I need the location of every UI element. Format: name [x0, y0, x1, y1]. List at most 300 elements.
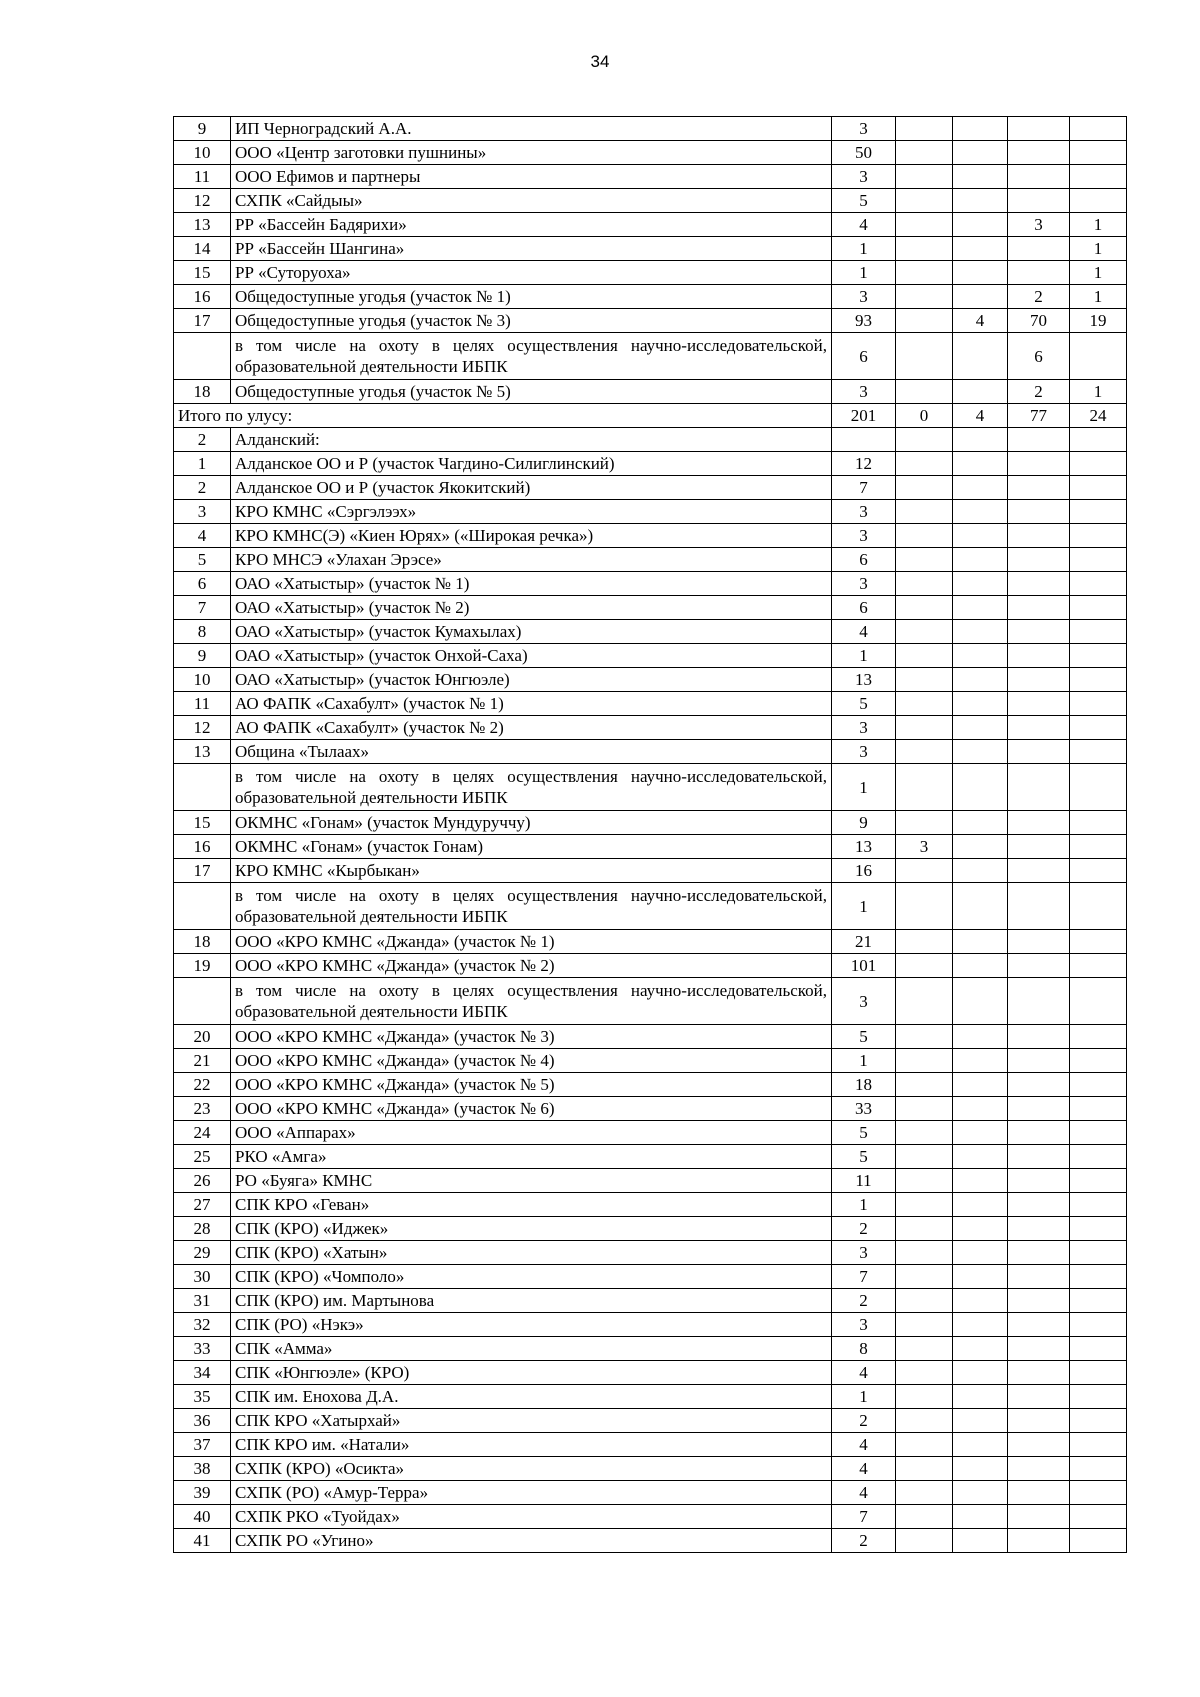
- value-cell-4: [1008, 740, 1070, 764]
- value-cell-1: 2: [832, 1217, 896, 1241]
- value-cell-4: [1008, 835, 1070, 859]
- value-cell-5: 1: [1070, 213, 1127, 237]
- value-cell-5: 1: [1070, 285, 1127, 309]
- value-cell-3: [953, 978, 1008, 1025]
- row-name: ООО «Центр заготовки пушнины»: [231, 141, 832, 165]
- value-cell-1: 93: [832, 309, 896, 333]
- value-cell-4: 77: [1008, 404, 1070, 428]
- value-cell-1: 3: [832, 1313, 896, 1337]
- value-cell-1: 1: [832, 237, 896, 261]
- value-cell-5: [1070, 620, 1127, 644]
- value-cell-4: [1008, 620, 1070, 644]
- row-number: 11: [174, 165, 231, 189]
- row-name: ИП Черноградский А.А.: [231, 117, 832, 141]
- total-row: [174, 404, 1127, 428]
- value-cell-5: [1070, 452, 1127, 476]
- value-cell-1: 16: [832, 859, 896, 883]
- value-cell-3: [953, 1529, 1008, 1553]
- value-cell-1: 3: [832, 1241, 896, 1265]
- value-cell-1: 33: [832, 1097, 896, 1121]
- value-cell-1: 1: [832, 644, 896, 668]
- value-cell-4: [1008, 548, 1070, 572]
- value-cell-3: [953, 835, 1008, 859]
- row-name: КРО МНСЭ «Улахан Эрэсе»: [231, 548, 832, 572]
- row-name: ОАО «Хатыстыр» (участок Кумахылах): [231, 620, 832, 644]
- value-cell-3: [953, 1289, 1008, 1313]
- value-cell-5: [1070, 548, 1127, 572]
- value-cell-3: [953, 117, 1008, 141]
- row-number: 2: [174, 476, 231, 500]
- value-cell-2: [896, 213, 953, 237]
- value-cell-1: 201: [832, 404, 896, 428]
- subnote-row: [174, 764, 1127, 811]
- value-cell-5: [1070, 1049, 1127, 1073]
- row-number: 24: [174, 1121, 231, 1145]
- row-number: 29: [174, 1241, 231, 1265]
- value-cell-5: [1070, 524, 1127, 548]
- table-row: [174, 1193, 1127, 1217]
- value-cell-5: [1070, 1481, 1127, 1505]
- value-cell-5: [1070, 811, 1127, 835]
- row-number: 39: [174, 1481, 231, 1505]
- value-cell-1: 1: [832, 1385, 896, 1409]
- value-cell-2: [896, 644, 953, 668]
- table-row: [174, 1145, 1127, 1169]
- value-cell-2: [896, 141, 953, 165]
- value-cell-3: [953, 524, 1008, 548]
- table-row: [174, 1025, 1127, 1049]
- value-cell-4: [1008, 954, 1070, 978]
- value-cell-2: [896, 1529, 953, 1553]
- value-cell-4: 70: [1008, 309, 1070, 333]
- value-cell-1: 6: [832, 548, 896, 572]
- value-cell-1: 4: [832, 1361, 896, 1385]
- table-row: [174, 716, 1127, 740]
- row-number: 35: [174, 1385, 231, 1409]
- value-cell-2: [896, 1121, 953, 1145]
- value-cell-4: [1008, 452, 1070, 476]
- value-cell-3: [953, 1049, 1008, 1073]
- value-cell-2: [896, 333, 953, 380]
- row-number: 7: [174, 596, 231, 620]
- value-cell-4: [1008, 1481, 1070, 1505]
- value-cell-2: [896, 1433, 953, 1457]
- value-cell-4: [1008, 1433, 1070, 1457]
- value-cell-5: [1070, 859, 1127, 883]
- value-cell-4: [1008, 1265, 1070, 1289]
- value-cell-4: [1008, 476, 1070, 500]
- value-cell-1: 6: [832, 333, 896, 380]
- subnote-row: [174, 333, 1127, 380]
- row-name: ОАО «Хатыстыр» (участок № 2): [231, 596, 832, 620]
- value-cell-2: [896, 1145, 953, 1169]
- row-number: 11: [174, 692, 231, 716]
- value-cell-2: [896, 1289, 953, 1313]
- row-name: Алданское ОО и Р (участок Чагдино-Силиглинский): [231, 452, 832, 476]
- row-name: ОАО «Хатыстыр» (участок № 1): [231, 572, 832, 596]
- table-body: [174, 117, 1127, 1553]
- value-cell-4: [1008, 716, 1070, 740]
- table-row: [174, 954, 1127, 978]
- value-cell-1: 13: [832, 668, 896, 692]
- row-name: АО ФАПК «Сахабулт» (участок № 2): [231, 716, 832, 740]
- value-cell-1: 1: [832, 1049, 896, 1073]
- value-cell-4: [1008, 1385, 1070, 1409]
- row-number: 13: [174, 213, 231, 237]
- value-cell-1: 3: [832, 285, 896, 309]
- value-cell-2: [896, 954, 953, 978]
- value-cell-4: [1008, 1529, 1070, 1553]
- row-name: РР «Суторуоха»: [231, 261, 832, 285]
- value-cell-2: [896, 189, 953, 213]
- table-row: [174, 1049, 1127, 1073]
- row-number: 34: [174, 1361, 231, 1385]
- table-row: [174, 548, 1127, 572]
- row-name: Общедоступные угодья (участок № 3): [231, 309, 832, 333]
- value-cell-5: [1070, 1433, 1127, 1457]
- value-cell-3: [953, 476, 1008, 500]
- value-cell-3: [953, 1241, 1008, 1265]
- row-number: 16: [174, 835, 231, 859]
- value-cell-4: [1008, 596, 1070, 620]
- row-number: 15: [174, 811, 231, 835]
- row-name: РР «Бассейн Бадярихи»: [231, 213, 832, 237]
- value-cell-2: [896, 1193, 953, 1217]
- value-cell-4: [1008, 764, 1070, 811]
- value-cell-1: 3: [832, 380, 896, 404]
- row-name: СХПК «Сайдыы»: [231, 189, 832, 213]
- row-number: 33: [174, 1337, 231, 1361]
- row-name: СПК «Амма»: [231, 1337, 832, 1361]
- value-cell-2: [896, 811, 953, 835]
- value-cell-2: [896, 1361, 953, 1385]
- row-number: 12: [174, 189, 231, 213]
- row-number: 6: [174, 572, 231, 596]
- value-cell-4: [1008, 1313, 1070, 1337]
- table-row: [174, 1289, 1127, 1313]
- value-cell-1: 4: [832, 1433, 896, 1457]
- value-cell-2: [896, 668, 953, 692]
- value-cell-5: [1070, 1313, 1127, 1337]
- value-cell-4: [1008, 1025, 1070, 1049]
- row-name: Общедоступные угодья (участок № 5): [231, 380, 832, 404]
- table-row: [174, 1433, 1127, 1457]
- value-cell-5: [1070, 596, 1127, 620]
- table-row: [174, 692, 1127, 716]
- value-cell-2: [896, 883, 953, 930]
- value-cell-3: [953, 930, 1008, 954]
- value-cell-3: [953, 213, 1008, 237]
- value-cell-2: [896, 1337, 953, 1361]
- row-number: 40: [174, 1505, 231, 1529]
- row-number: 4: [174, 524, 231, 548]
- value-cell-2: [896, 1025, 953, 1049]
- row-number: 10: [174, 141, 231, 165]
- row-name: в том числе на охоту в целях осуществления научно-исследовательской, образовательной деятельности ИБПК: [231, 333, 832, 380]
- value-cell-4: [1008, 1337, 1070, 1361]
- value-cell-3: [953, 1337, 1008, 1361]
- value-cell-2: [896, 620, 953, 644]
- value-cell-1: 12: [832, 452, 896, 476]
- row-number: 3: [174, 500, 231, 524]
- value-cell-2: [896, 1409, 953, 1433]
- value-cell-2: [896, 285, 953, 309]
- row-number: 38: [174, 1457, 231, 1481]
- value-cell-3: [953, 261, 1008, 285]
- value-cell-3: [953, 428, 1008, 452]
- value-cell-5: [1070, 978, 1127, 1025]
- value-cell-5: [1070, 764, 1127, 811]
- row-number: 27: [174, 1193, 231, 1217]
- row-number: 18: [174, 380, 231, 404]
- table-row: [174, 1385, 1127, 1409]
- value-cell-5: [1070, 1265, 1127, 1289]
- value-cell-4: 2: [1008, 380, 1070, 404]
- value-cell-2: [896, 1385, 953, 1409]
- value-cell-3: [953, 1433, 1008, 1457]
- row-name: ОКМНС «Гонам» (участок Мундуруччу): [231, 811, 832, 835]
- table-row: [174, 380, 1127, 404]
- value-cell-5: [1070, 1457, 1127, 1481]
- value-cell-4: [1008, 1289, 1070, 1313]
- value-cell-3: [953, 692, 1008, 716]
- value-cell-4: [1008, 524, 1070, 548]
- value-cell-3: [953, 1265, 1008, 1289]
- table-row: [174, 1409, 1127, 1433]
- table-row: [174, 859, 1127, 883]
- row-number: 19: [174, 954, 231, 978]
- value-cell-1: 13: [832, 835, 896, 859]
- value-cell-5: [1070, 1097, 1127, 1121]
- value-cell-2: 0: [896, 404, 953, 428]
- row-number: 28: [174, 1217, 231, 1241]
- row-number: 32: [174, 1313, 231, 1337]
- table-row: [174, 620, 1127, 644]
- value-cell-2: [896, 764, 953, 811]
- value-cell-2: [896, 740, 953, 764]
- value-cell-1: 1: [832, 764, 896, 811]
- value-cell-4: [1008, 1169, 1070, 1193]
- row-number: 30: [174, 1265, 231, 1289]
- value-cell-5: [1070, 165, 1127, 189]
- value-cell-5: [1070, 692, 1127, 716]
- table-row: [174, 285, 1127, 309]
- value-cell-1: 7: [832, 1505, 896, 1529]
- value-cell-5: [1070, 954, 1127, 978]
- row-name: СПК (КРО) «Чомполо»: [231, 1265, 832, 1289]
- value-cell-4: [1008, 141, 1070, 165]
- table-row: [174, 117, 1127, 141]
- value-cell-1: 3: [832, 740, 896, 764]
- value-cell-2: 3: [896, 835, 953, 859]
- value-cell-4: [1008, 1505, 1070, 1529]
- row-name: КРО КМНС(Э) «Киен Юрях» («Широкая речка»): [231, 524, 832, 548]
- value-cell-3: [953, 380, 1008, 404]
- value-cell-1: 1: [832, 883, 896, 930]
- row-name: КРО КМНС «Сэргэлээх»: [231, 500, 832, 524]
- value-cell-3: [953, 954, 1008, 978]
- row-name: Алданское ОО и Р (участок Якокитский): [231, 476, 832, 500]
- table-row: [174, 1457, 1127, 1481]
- value-cell-2: [896, 524, 953, 548]
- table-row: [174, 668, 1127, 692]
- value-cell-4: [1008, 1241, 1070, 1265]
- row-number: 1: [174, 452, 231, 476]
- value-cell-2: [896, 1265, 953, 1289]
- value-cell-2: [896, 572, 953, 596]
- row-number: 12: [174, 716, 231, 740]
- value-cell-5: 24: [1070, 404, 1127, 428]
- value-cell-1: 4: [832, 213, 896, 237]
- value-cell-4: [1008, 1361, 1070, 1385]
- row-name: Общедоступные угодья (участок № 1): [231, 285, 832, 309]
- row-number: 5: [174, 548, 231, 572]
- value-cell-5: [1070, 1121, 1127, 1145]
- row-name: ООО «Аппарах»: [231, 1121, 832, 1145]
- value-cell-4: [1008, 1409, 1070, 1433]
- value-cell-2: [896, 548, 953, 572]
- row-name: ООО «КРО КМНС «Джанда» (участок № 6): [231, 1097, 832, 1121]
- row-name: СПК КРО им. «Натали»: [231, 1433, 832, 1457]
- row-number: 10: [174, 668, 231, 692]
- table-row: [174, 1529, 1127, 1553]
- value-cell-5: [1070, 716, 1127, 740]
- value-cell-1: 11: [832, 1169, 896, 1193]
- value-cell-3: [953, 237, 1008, 261]
- value-cell-5: [1070, 1409, 1127, 1433]
- table-row: [174, 1097, 1127, 1121]
- row-name: ООО «КРО КМНС «Джанда» (участок № 5): [231, 1073, 832, 1097]
- value-cell-5: [1070, 644, 1127, 668]
- value-cell-1: 9: [832, 811, 896, 835]
- value-cell-3: [953, 1169, 1008, 1193]
- row-number: [174, 883, 231, 930]
- value-cell-3: [953, 141, 1008, 165]
- value-cell-1: 5: [832, 1145, 896, 1169]
- value-cell-3: [953, 1145, 1008, 1169]
- value-cell-1: 6: [832, 596, 896, 620]
- value-cell-4: 3: [1008, 213, 1070, 237]
- table-row: [174, 261, 1127, 285]
- table-row: [174, 1121, 1127, 1145]
- table-row: [174, 811, 1127, 835]
- value-cell-3: [953, 452, 1008, 476]
- table-row: [174, 237, 1127, 261]
- table-row: [174, 500, 1127, 524]
- value-cell-1: 18: [832, 1073, 896, 1097]
- value-cell-1: 3: [832, 500, 896, 524]
- value-cell-3: [953, 165, 1008, 189]
- table-row: [174, 189, 1127, 213]
- row-number: 31: [174, 1289, 231, 1313]
- value-cell-5: [1070, 1073, 1127, 1097]
- value-cell-5: 1: [1070, 261, 1127, 285]
- value-cell-2: [896, 165, 953, 189]
- row-name: РР «Бассейн Шангина»: [231, 237, 832, 261]
- value-cell-3: [953, 1385, 1008, 1409]
- value-cell-5: [1070, 428, 1127, 452]
- value-cell-1: [832, 428, 896, 452]
- row-number: 26: [174, 1169, 231, 1193]
- row-name: ООО «КРО КМНС «Джанда» (участок № 2): [231, 954, 832, 978]
- row-name: СПК (РО) «Нэкэ»: [231, 1313, 832, 1337]
- table-row: [174, 1073, 1127, 1097]
- value-cell-5: [1070, 930, 1127, 954]
- value-cell-3: [953, 1505, 1008, 1529]
- value-cell-3: [953, 1481, 1008, 1505]
- value-cell-3: [953, 285, 1008, 309]
- row-name: в том числе на охоту в целях осуществления научно-исследовательской, образовательной деятельности ИБПК: [231, 764, 832, 811]
- table-row: [174, 524, 1127, 548]
- row-name: СПК (КРО) «Иджек»: [231, 1217, 832, 1241]
- value-cell-5: [1070, 668, 1127, 692]
- row-name: СХПК (РО) «Амур-Терра»: [231, 1481, 832, 1505]
- page-number: 34: [590, 52, 610, 71]
- value-cell-2: [896, 930, 953, 954]
- row-name: СХПК РКО «Туойдах»: [231, 1505, 832, 1529]
- value-cell-1: 3: [832, 524, 896, 548]
- value-cell-4: [1008, 811, 1070, 835]
- table-row: [174, 644, 1127, 668]
- value-cell-5: [1070, 1145, 1127, 1169]
- value-cell-4: [1008, 428, 1070, 452]
- value-cell-5: [1070, 1217, 1127, 1241]
- value-cell-1: 7: [832, 476, 896, 500]
- row-name: СХПК (КРО) «Осикта»: [231, 1457, 832, 1481]
- value-cell-4: [1008, 261, 1070, 285]
- value-cell-5: [1070, 740, 1127, 764]
- value-cell-3: [953, 883, 1008, 930]
- row-name: РКО «Амга»: [231, 1145, 832, 1169]
- value-cell-2: [896, 596, 953, 620]
- value-cell-5: [1070, 1241, 1127, 1265]
- table-row: [174, 1169, 1127, 1193]
- value-cell-1: 7: [832, 1265, 896, 1289]
- value-cell-1: 5: [832, 692, 896, 716]
- value-cell-5: [1070, 1385, 1127, 1409]
- value-cell-5: [1070, 1505, 1127, 1529]
- row-number: 18: [174, 930, 231, 954]
- value-cell-1: 3: [832, 716, 896, 740]
- value-cell-2: [896, 1505, 953, 1529]
- value-cell-1: 5: [832, 1025, 896, 1049]
- value-cell-1: 1: [832, 1193, 896, 1217]
- value-cell-5: [1070, 1289, 1127, 1313]
- value-cell-1: 3: [832, 165, 896, 189]
- value-cell-4: [1008, 1121, 1070, 1145]
- value-cell-3: [953, 859, 1008, 883]
- value-cell-3: [953, 1457, 1008, 1481]
- value-cell-3: [953, 811, 1008, 835]
- value-cell-4: [1008, 644, 1070, 668]
- value-cell-5: 1: [1070, 237, 1127, 261]
- value-cell-3: [953, 644, 1008, 668]
- table-row: [174, 1361, 1127, 1385]
- value-cell-3: [953, 1097, 1008, 1121]
- table-row: [174, 1313, 1127, 1337]
- hunting-quota-table: [173, 116, 1127, 1553]
- row-number: 17: [174, 859, 231, 883]
- row-name: ОКМНС «Гонам» (участок Гонам): [231, 835, 832, 859]
- value-cell-4: [1008, 237, 1070, 261]
- value-cell-5: [1070, 500, 1127, 524]
- row-number: 17: [174, 309, 231, 333]
- value-cell-2: [896, 261, 953, 285]
- row-name: ОАО «Хатыстыр» (участок Юнгюэле): [231, 668, 832, 692]
- row-number: [174, 333, 231, 380]
- row-name: КРО КМНС «Кырбыкан»: [231, 859, 832, 883]
- value-cell-5: [1070, 117, 1127, 141]
